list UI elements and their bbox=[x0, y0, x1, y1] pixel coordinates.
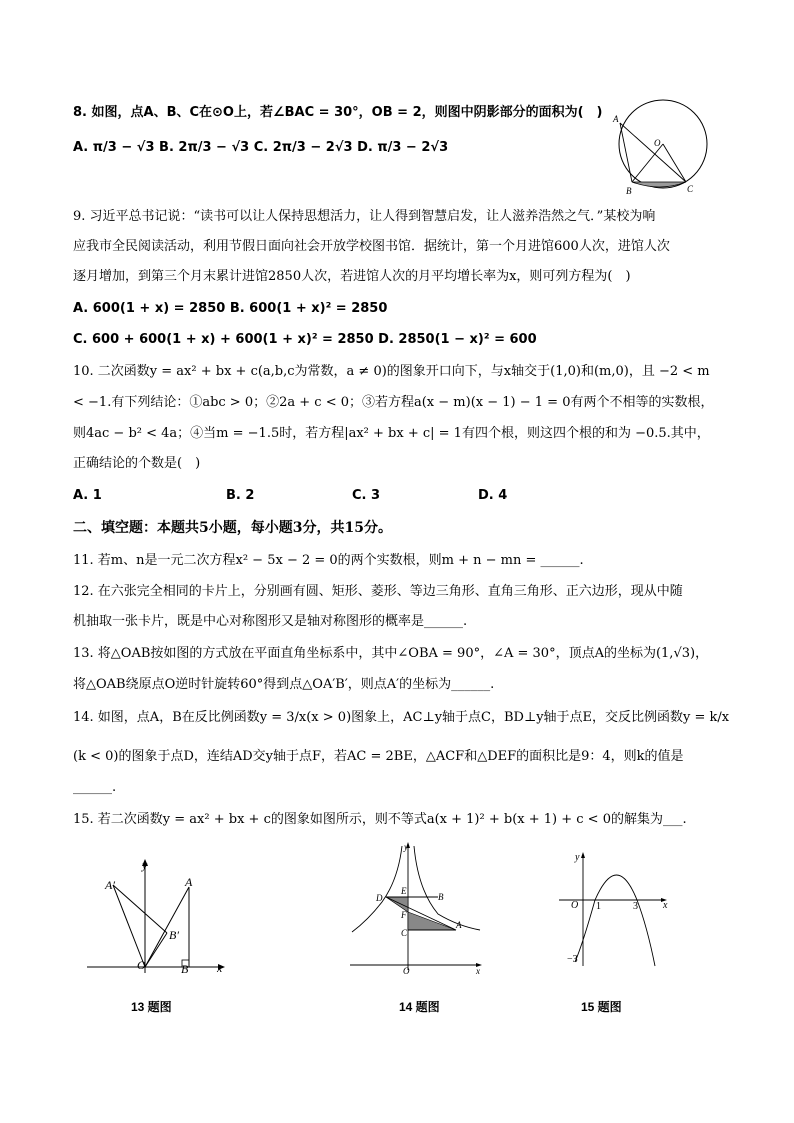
fig14-label-y: y bbox=[404, 842, 408, 852]
fig14-label-a: A bbox=[456, 920, 462, 930]
fig13-label-b: B bbox=[181, 962, 189, 976]
fig15-tick-1: 1 bbox=[596, 901, 601, 912]
q8-label-b: B bbox=[626, 186, 632, 196]
q9-options-cd: C. 600 + 600(1 + x) + 600(1 + x)² = 2850 D. 2850(1 − x)² = 600 bbox=[73, 332, 537, 347]
fig13-label-y: y bbox=[142, 858, 148, 872]
fig14-label-x: x bbox=[476, 966, 480, 976]
q10-line1: 10. 二次函数y = ax² + bx + c(a,b,c为常数，a ≠ 0)的图象开口向下，与x轴交于(1,0)和(m,0)，且 −2 < m bbox=[73, 364, 710, 379]
q13-line2: 将△OAB绕原点O逆时针旋转60°得到点△OA′B′，则点A′的坐标为______. bbox=[73, 677, 495, 692]
q9-options-ab: A. 600(1 + x) = 2850 B. 600(1 + x)² = 2850 bbox=[73, 301, 388, 316]
q10-option-d: D. 4 bbox=[478, 488, 508, 503]
fig15-label-x: x bbox=[663, 900, 668, 911]
q9-line3: 逐月增加，到第三个月末累计进馆2850人次，若进馆人次的月平均增长率为x，则可列方程为( ) bbox=[73, 269, 631, 284]
figure-14 bbox=[348, 840, 488, 980]
q8-label-o: O bbox=[654, 138, 661, 148]
fig13-label-aprime: A′ bbox=[105, 878, 115, 892]
q14-line1: 14. 如图，点A，B在反比例函数y = 3/x(x > 0)图象上，AC⊥y轴于点C，BD⊥y轴于点E，交反比例函数y = k/x bbox=[73, 710, 730, 725]
fig15-tick-3: 3 bbox=[633, 901, 638, 912]
fig14-label-e: E bbox=[401, 886, 407, 896]
fig14-label-f: F bbox=[401, 910, 407, 920]
q11: 11. 若m、n是一元二次方程x² − 5x − 2 = 0的两个实数根，则m + n − mn = ______. bbox=[73, 553, 584, 568]
fig15-label-o: O bbox=[571, 900, 579, 911]
fig15-tick-neg3: −3 bbox=[567, 954, 578, 965]
q14-line3: ______. bbox=[73, 780, 117, 795]
fig13-label-o: O bbox=[137, 958, 146, 972]
fig14-label-c: C bbox=[401, 928, 408, 938]
q8-figure bbox=[610, 98, 720, 198]
fig13-caption: 13 题图 bbox=[131, 1000, 172, 1014]
q10-line4: 正确结论的个数是( ) bbox=[73, 456, 201, 471]
q12-line1: 12. 在六张完全相同的卡片上，分别画有圆、矩形、菱形、等边三角形、直角三角形、正六边形，现从中随 bbox=[73, 584, 683, 599]
section-2-heading: 二、填空题：本题共5小题，每小题3分，共15分。 bbox=[73, 520, 392, 536]
q8-options: A. π/3 − √3 B. 2π/3 − √3 C. 2π/3 − 2√3 D. π/3 − 2√3 bbox=[73, 140, 449, 155]
fig13-label-bprime: B′ bbox=[169, 928, 179, 942]
fig14-label-o: O bbox=[403, 966, 410, 976]
fig15-caption: 15 题图 bbox=[581, 1000, 622, 1014]
q13-line1: 13. 将△OAB按如图的方式放在平面直角坐标系中，其中∠OBA = 90°，∠A = 30°，顶点A的坐标为(1,√3)， bbox=[73, 646, 709, 661]
q9-line2: 应我市全民阅读活动，利用节假日面向社会开放学校图书馆．据统计，第一个月进馆600人次，进馆人次 bbox=[73, 239, 670, 254]
q10-line2: < −1.有下列结论：①abc > 0；②2a + c < 0；③若方程a(x − m)(x − 1) − 1 = 0有两个不相等的实数根， bbox=[73, 395, 714, 410]
fig14-caption: 14 题图 bbox=[399, 1000, 440, 1014]
q12-line2: 机抽取一张卡片，既是中心对称图形又是轴对称图形的概率是______. bbox=[73, 614, 468, 629]
q8-label-a: A bbox=[613, 114, 619, 124]
figure-15 bbox=[555, 848, 675, 973]
fig14-label-d: D bbox=[376, 893, 383, 903]
q10-line3: 则4ac − b² < 4a；④当m = −1.5时，若方程|ax² + bx + c| = 1有四个根，则这四个根的和为 −0.5.其中， bbox=[73, 426, 710, 441]
q10-option-b: B. 2 bbox=[226, 488, 255, 503]
fig15-label-y: y bbox=[575, 852, 580, 863]
q14-line2: (k < 0)的图象于点D，连结AD交y轴于点F，若AC = 2BE，△ACF和△DEF的面积比是9：4，则k的值是 bbox=[73, 749, 684, 764]
figure-13 bbox=[85, 855, 235, 985]
q15: 15. 若二次函数y = ax² + bx + c的图象如图所示，则不等式a(x + 1)² + b(x + 1) + c < 0的解集为___. bbox=[73, 812, 687, 827]
fig13-label-a: A bbox=[185, 875, 193, 889]
q9-line1: 9. 习近平总书记说：“读书可以让人保持思想活力，让人得到智慧启发，让人滋养浩然之气．”某校为响 bbox=[73, 209, 656, 224]
q10-option-c: C. 3 bbox=[352, 488, 381, 503]
q8-label-c: C bbox=[687, 184, 694, 194]
q8-stem: 8. 如图，点A、B、C在⊙O上，若∠BAC = 30°，OB = 2，则图中阴影部分的面积为( ) bbox=[73, 105, 603, 120]
q10-option-a: A. 1 bbox=[73, 488, 102, 503]
shaded-segment bbox=[632, 182, 686, 187]
fig13-label-x: x bbox=[217, 961, 223, 975]
fig14-label-b: B bbox=[438, 892, 444, 902]
